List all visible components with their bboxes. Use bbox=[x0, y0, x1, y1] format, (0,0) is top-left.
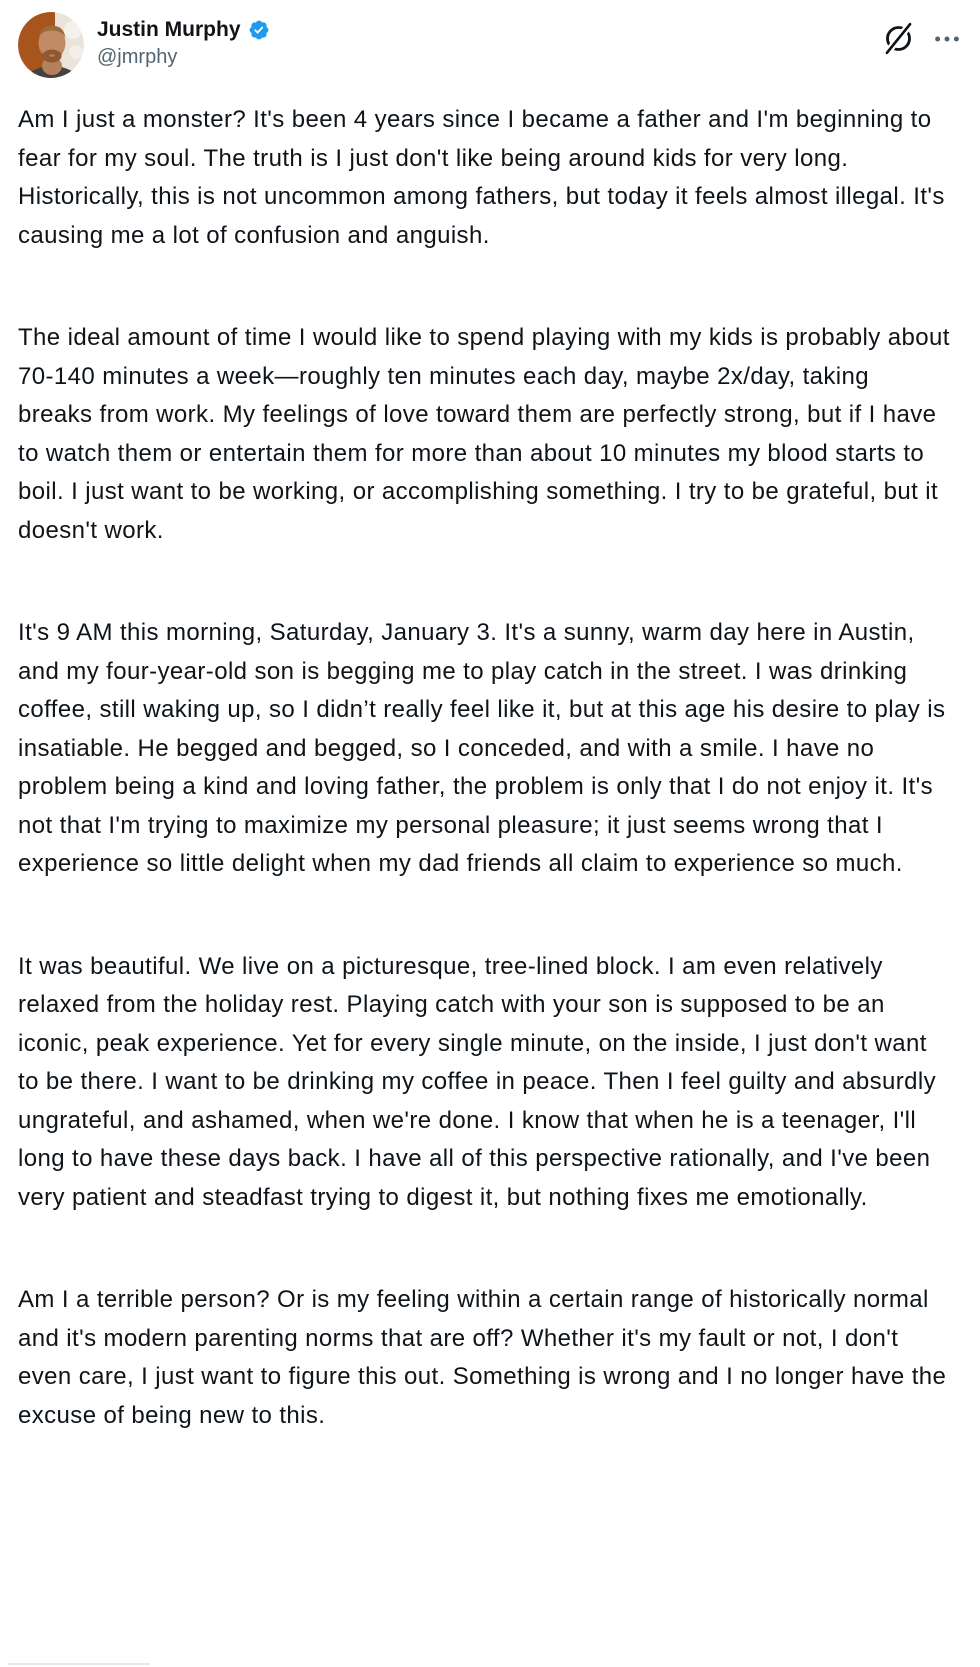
user-handle[interactable]: @jmrphy bbox=[97, 46, 178, 68]
more-icon bbox=[932, 24, 962, 54]
verified-badge-icon bbox=[248, 19, 270, 41]
post-text bbox=[0, 78, 980, 1445]
post-paragraph: It's 9 AM this morning, Saturday, January 3. It's a sunny, warm day here in Austin, and my four-year-old son is begging me to play catch in the street. I was drinking coffee, still waking up, so I didn’t really feel like it, but at this age his desire to play is insatiable. He begged and begged, so I conceded, and with a smile. I have no problem being a kind and loving father, the problem is only that I do not enjoy it. It's not that I'm trying to maximize my personal pleasure; it just seems wrong that I experience so little delight when my dad friends all claim to experience so much. bbox=[18, 619, 946, 877]
grok-icon bbox=[882, 22, 915, 55]
post-paragraph: Am I just a monster? It's been 4 years since I became a father and I'm beginning to fear for my soul. The truth is I just don't like being around kids for very long. Historically, this is not uncommon among fathers, but today it feels almost illegal. It's causing me a lot of confusion and anguish. bbox=[18, 106, 945, 249]
grok-button[interactable] bbox=[882, 22, 915, 55]
post-paragraph: It was beautiful. We live on a picturesque, tree-lined block. I am even relatively relaxed from the holiday rest. Playing catch with your son is supposed to be an iconic, peak experience. Yet for every single minute, on the inside, I just don't want to be there. I want to be drinking my coffee in peace. Then I feel guilty and absurdly ungrateful, and ashamed, when we're done. I know that when he is a teenager, I'll long to have these days back. I have all of this perspective rationally, and I've been very patient and steadfast trying to digest it, but nothing fixes me emotionally. bbox=[18, 952, 937, 1211]
post-paragraph: Am I a terrible person? Or is my feeling within a certain range of historically normal and it's modern parenting norms that are off? Whether it's my fault or not, I don't even care, I just want to figure this out. Something is wrong and I no longer have the excuse of being new to this. bbox=[18, 1286, 947, 1429]
author-block bbox=[97, 12, 882, 70]
post-paragraph: The ideal amount of time I would like to spend playing with my kids is probably about 70-140 minutes a week—roughly ten minutes each day, maybe 2x/day, taking breaks from work. My feelings of love toward them are perfectly strong, but if I have to watch them or entertain them for more than about 10 minutes my blood starts to boil. I just want to be working, or accomplishing something. I try to be grateful, but it doesn't work. bbox=[18, 324, 950, 544]
avatar[interactable] bbox=[18, 12, 84, 78]
avatar-image bbox=[18, 12, 84, 78]
more-button[interactable] bbox=[932, 24, 962, 54]
header-actions bbox=[882, 12, 968, 55]
divider bbox=[8, 1663, 150, 1665]
author-name-row[interactable] bbox=[97, 16, 882, 43]
post-header bbox=[0, 0, 980, 78]
display-name: Justin Murphy bbox=[97, 18, 241, 41]
